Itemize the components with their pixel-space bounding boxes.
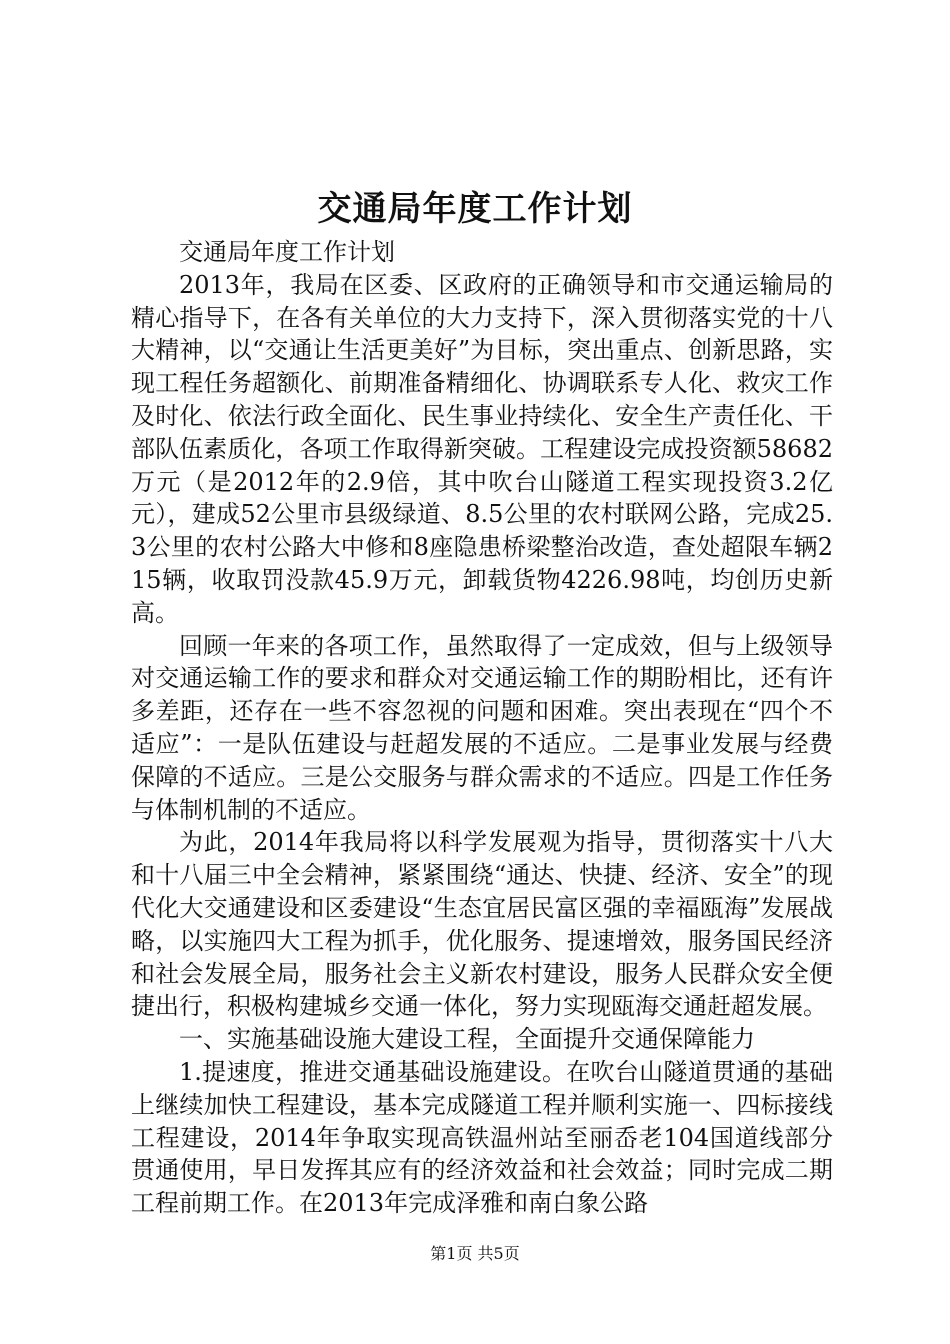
paragraph-item-1: 1.提速度，推进交通基础设施建设。在吹台山隧道贯通的基础上继续加快工程建设，基本完成隧道工程并顺利实施一、四标接线工程建设，2014年争取实现高铁温州站至丽岙老104国道线部分贯通使用，早日发挥其应有的经济效益和社会效益；同时完成二期工程前期工作。在2013年完成泽雅和南白象公路 xyxy=(131,1057,833,1218)
document-title: 交通局年度工作计划 xyxy=(317,189,633,229)
paragraph-subtitle: 交通局年度工作计划 xyxy=(179,238,395,266)
section-heading-1: 一、实施基础设施大建设工程，全面提升交通保障能力 xyxy=(179,1025,755,1054)
paragraph-plan: 为此，2014年我局将以科学发展观为指导，贯彻落实十八大和十八届三中全会精神，紧紧围绕“通达、快捷、经济、安全”的现代化大交通建设和区委建设“生态宜居民富区强的幸福瓯海”发展战略，以实施四大工程为抓手，优化服务、提速增效，服务国民经济和社会发展全局，服务社会主义新农村建设，服务人民群众安全便捷出行，积极构建城乡交通一体化，努力实现瓯海交通赶超发展。 xyxy=(131,828,833,1021)
document-body xyxy=(131,236,833,1220)
paragraph-achievements: 2013年，我局在区委、区政府的正确领导和市交通运输局的精心指导下，在各有关单位的大力支持下，深入贯彻落实党的十八大精神，以“交通让生活更美好”为目标，突出重点、创新思路，实现工程任务超额化、前期准备精细化、协调联系专人化、救灾工作及时化、依法行政全面化、民生事业持续化、安全生产责任化、干部队伍素质化，各项工作取得新突破。工程建设完成投资额58682万元（是2012年的2.9倍，其中吹台山隧道工程实现投资3.2亿元），建成52公里市县级绿道、8.5公里的农村联网公路，完成25.3公里的农村公路大中修和8座隐患桥梁整治改造，查处超限车辆215辆，收取罚没款45.9万元，卸载货物4226.98吨，均创历史新高。 xyxy=(131,270,833,627)
paragraph-review: 回顾一年来的各项工作，虽然取得了一定成效，但与上级领导对交通运输工作的要求和群众对交通运输工作的期盼相比，还有许多差距，还存在一些不容忽视的问题和困难。突出表现在“四个不适应”：一是队伍建设与赶超发展的不适应。二是事业发展与经费保障的不适应。三是公交服务与群众需求的不适应。四是工作任务与体制机制的不适应。 xyxy=(131,631,833,824)
page-footer: 第1页 共5页 xyxy=(430,1244,520,1263)
